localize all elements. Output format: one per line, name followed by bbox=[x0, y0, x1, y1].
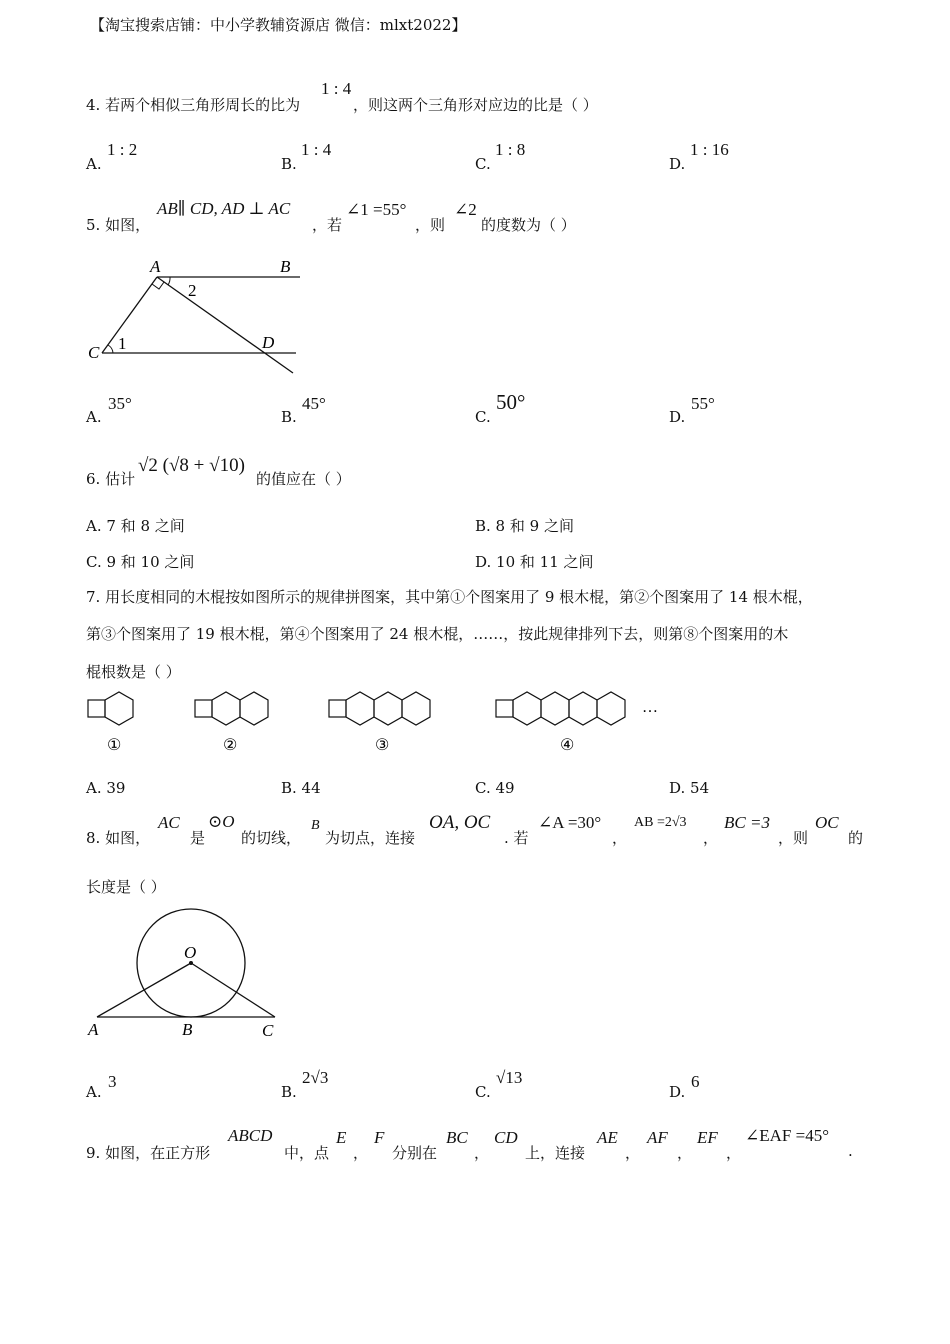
q7-option-b: B. 44 bbox=[281, 779, 321, 797]
label-b: B bbox=[280, 257, 291, 276]
q8-oc: OC bbox=[815, 813, 839, 832]
q8-option-a-letter: A. bbox=[86, 1083, 102, 1101]
right-angle-mark bbox=[152, 282, 164, 289]
ellipsis: … bbox=[642, 699, 658, 716]
q5-condition-parallel-perpendicular: AB∥ CD, AD ⊥ AC bbox=[157, 199, 291, 218]
q9-comma4: ， bbox=[677, 1144, 693, 1162]
q8-option-c-letter: C. bbox=[475, 1083, 491, 1101]
q8-option-b-letter: B. bbox=[281, 1083, 297, 1101]
label-c: C bbox=[262, 1021, 274, 1040]
hexagon bbox=[240, 692, 268, 725]
q8-oa-oc: OA, OC bbox=[429, 812, 491, 833]
pattern-4 bbox=[496, 692, 625, 725]
q5-condition-angle1: ∠1 =55° bbox=[346, 200, 407, 219]
q8-prefix: 8. 如图， bbox=[86, 829, 151, 847]
q5-prefix: 5. 如图， bbox=[86, 216, 151, 234]
q8-circle-o: ⊙O bbox=[208, 812, 235, 831]
label-c: C bbox=[88, 343, 100, 362]
q6-option-b: B. 8 和 9 之间 bbox=[475, 517, 574, 535]
q9-comma3: ， bbox=[625, 1144, 641, 1162]
label-o: O bbox=[184, 943, 197, 962]
q5-option-d-value: 55° bbox=[691, 394, 715, 413]
q9-comma5: ， bbox=[726, 1144, 742, 1162]
q6-option-d: D. 10 和 11 之间 bbox=[475, 553, 594, 571]
q9-ae: AE bbox=[597, 1128, 618, 1147]
q8-bc: BC =3 bbox=[724, 813, 770, 832]
label-angle2: 2 bbox=[188, 281, 197, 300]
q9-prefix: 9. 如图，在正方形 bbox=[86, 1144, 211, 1162]
q8-ruo: . 若 bbox=[504, 829, 529, 847]
label-d: D bbox=[262, 333, 275, 352]
q8-option-a-value: 3 bbox=[108, 1072, 117, 1091]
square bbox=[195, 700, 212, 717]
q9-point-f: F bbox=[374, 1128, 385, 1147]
q6-expression: √2 (√8 + √10) bbox=[138, 455, 245, 476]
q4-option-b-letter: B. bbox=[281, 155, 297, 173]
q5-figure bbox=[80, 252, 310, 380]
q5-mid2: ，则 bbox=[415, 216, 446, 234]
q7-option-c: C. 49 bbox=[475, 779, 515, 797]
hexagon bbox=[569, 692, 597, 725]
q5-option-c-value: 50° bbox=[496, 390, 526, 414]
q9-angle-eaf: ∠EAF =45° bbox=[745, 1126, 829, 1145]
q7-figure bbox=[84, 688, 674, 758]
q8-shi: 是 bbox=[190, 829, 206, 847]
pattern-label-4: ④ bbox=[560, 737, 575, 754]
hexagon bbox=[212, 692, 240, 725]
q9-comma1: ， bbox=[353, 1144, 369, 1162]
q9-zhong: 中，点 bbox=[284, 1144, 330, 1162]
pattern-2 bbox=[195, 692, 268, 725]
q7-line2: 第③个图案用了 19 根木棍，第④个图案用了 24 根木棍，……，按此规律排列下去，则第⑧个图案用的木 bbox=[86, 625, 789, 643]
hexagon bbox=[374, 692, 402, 725]
q7-option-d: D. 54 bbox=[669, 779, 710, 797]
q9-bc: BC bbox=[446, 1128, 468, 1147]
q9-af: AF bbox=[647, 1128, 668, 1147]
q4-option-d-value: 1 : 16 bbox=[690, 140, 729, 159]
q4-option-d-letter: D. bbox=[669, 155, 686, 173]
q4-ratio: 1 : 4 bbox=[321, 79, 352, 98]
hexagon bbox=[513, 692, 541, 725]
q7-line3: 棍根数是（ ） bbox=[86, 663, 181, 681]
q4-option-c-letter: C. bbox=[475, 155, 491, 173]
q5-option-b-value: 45° bbox=[302, 394, 326, 413]
pattern-label-1: ① bbox=[107, 737, 122, 754]
angle2-arc bbox=[168, 277, 170, 285]
pattern-label-3: ③ bbox=[375, 737, 390, 754]
line-oa bbox=[97, 963, 191, 1017]
hexagon bbox=[402, 692, 430, 725]
label-b: B bbox=[182, 1020, 193, 1039]
q8-point-b: B bbox=[311, 818, 320, 833]
line-ac bbox=[102, 277, 157, 353]
q4-option-b-value: 1 : 4 bbox=[301, 140, 332, 159]
q6-option-c: C. 9 和 10 之间 bbox=[86, 553, 195, 571]
pattern-label-2: ② bbox=[223, 737, 238, 754]
q8-then: ，则 bbox=[778, 829, 809, 847]
q5-angle2: ∠2 bbox=[454, 200, 477, 219]
q5-option-a-value: 35° bbox=[108, 394, 132, 413]
square bbox=[496, 700, 513, 717]
q8-contact: 为切点，连接 bbox=[325, 829, 416, 847]
q6-prefix: 6. 估计 bbox=[86, 470, 136, 488]
hexagon bbox=[346, 692, 374, 725]
q5-option-c-letter: C. bbox=[475, 408, 491, 426]
q4-suffix: ，则这两个三角形对应边的比是（ ） bbox=[353, 96, 598, 114]
q9-comma2: ， bbox=[474, 1144, 490, 1162]
q9-end: . bbox=[848, 1142, 853, 1160]
square bbox=[88, 700, 105, 717]
q9-shang: 上，连接 bbox=[525, 1144, 586, 1162]
q4-option-a-letter: A. bbox=[86, 155, 102, 173]
label-a: A bbox=[150, 257, 161, 276]
q4-option-c-value: 1 : 8 bbox=[495, 140, 526, 159]
q9-ef: EF bbox=[697, 1128, 718, 1147]
q8-ab: AB =2√3 bbox=[634, 815, 687, 830]
q8-line2: 长度是（ ） bbox=[86, 878, 166, 896]
q8-de: 的 bbox=[848, 829, 864, 847]
q8-option-d-letter: D. bbox=[669, 1083, 686, 1101]
q8-comma2: ， bbox=[703, 829, 719, 847]
q5-option-a-letter: A. bbox=[86, 408, 102, 426]
q7-option-a: A. 39 bbox=[86, 779, 126, 797]
pattern-1 bbox=[88, 692, 133, 725]
q6-option-a: A. 7 和 8 之间 bbox=[86, 517, 185, 535]
q8-option-c-value: √13 bbox=[496, 1068, 523, 1087]
q5-option-d-letter: D. bbox=[669, 408, 686, 426]
q8-option-b-value: 2√3 bbox=[302, 1068, 329, 1087]
q8-angle-a: ∠A =30° bbox=[538, 813, 602, 832]
q8-tangent: 的切线， bbox=[241, 829, 302, 847]
header-watermark: 【淘宝搜索店铺：中小学教辅资源店 微信：mlxt2022】 bbox=[90, 16, 467, 34]
q8-figure bbox=[84, 900, 284, 1045]
q5-suffix: 的度数为（ ） bbox=[481, 216, 576, 234]
q9-point-e: E bbox=[336, 1128, 347, 1147]
q6-suffix: 的值应在（ ） bbox=[256, 470, 351, 488]
line-oc bbox=[191, 963, 275, 1017]
q4-option-a-value: 1 : 2 bbox=[107, 140, 138, 159]
q4-prefix: 4. 若两个相似三角形周长的比为 bbox=[86, 96, 301, 114]
q8-option-d-value: 6 bbox=[691, 1072, 700, 1091]
q9-square-abcd: ABCD bbox=[228, 1126, 273, 1145]
hexagon bbox=[105, 692, 133, 725]
q7-line1: 7. 用长度相同的木棍按如图所示的规律拼图案，其中第①个图案用了 9 根木棍，第②个图案用了 14 根木棍， bbox=[86, 588, 813, 606]
line-ad bbox=[157, 277, 293, 373]
q8-comma1: ， bbox=[612, 829, 628, 847]
q5-mid1: ，若 bbox=[312, 216, 343, 234]
q9-fenbie: 分别在 bbox=[392, 1144, 438, 1162]
q8-ac: AC bbox=[158, 813, 180, 832]
q5-option-b-letter: B. bbox=[281, 408, 297, 426]
hexagon bbox=[597, 692, 625, 725]
label-angle1: 1 bbox=[118, 334, 127, 353]
label-a: A bbox=[88, 1020, 99, 1039]
q9-cd: CD bbox=[494, 1128, 518, 1147]
square bbox=[329, 700, 346, 717]
angle1-arc bbox=[108, 345, 113, 353]
pattern-3 bbox=[329, 692, 430, 725]
hexagon bbox=[541, 692, 569, 725]
